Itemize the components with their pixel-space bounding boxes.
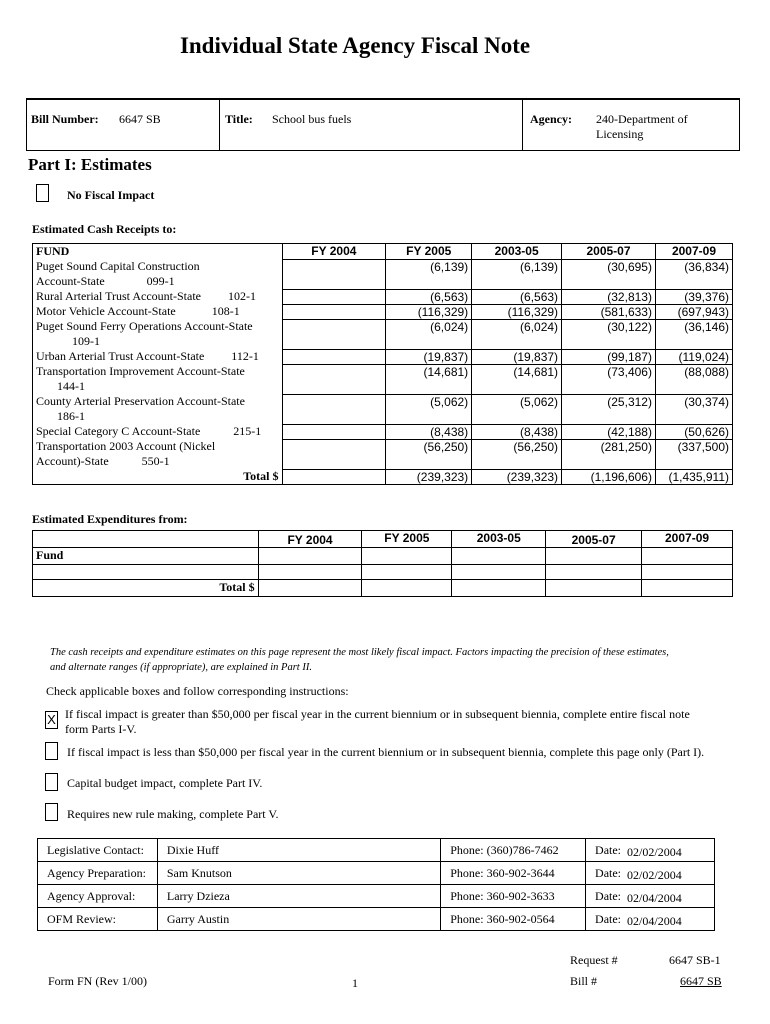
- contact-phone: Phone: 360-902-3644: [441, 862, 586, 885]
- instruction-text-capital-budget: Capital budget impact, complete Part IV.: [67, 776, 263, 790]
- fund-name: [33, 439, 283, 469]
- expend-fy2005-header: FY 2005: [362, 531, 452, 548]
- cash-value-b0709: (30,374): [655, 394, 732, 424]
- fund-name-line: Account)-State 550-1: [36, 454, 170, 468]
- contact-name: Garry Austin: [157, 908, 440, 931]
- expenditures-table: [32, 530, 733, 597]
- cash-receipt-row: [33, 319, 733, 349]
- fund-name: [33, 289, 283, 304]
- expend-fund-row: [33, 548, 733, 565]
- contact-row: [38, 839, 715, 862]
- cash-value-b0507: (42,188): [562, 424, 656, 439]
- agency-value-line: Licensing: [596, 127, 644, 141]
- cash-receipt-row: [33, 364, 733, 394]
- contact-date-label: Date:: [595, 842, 622, 857]
- part1-heading: Part I: Estimates: [28, 155, 152, 174]
- cash-value-b0507: (99,187): [562, 349, 656, 364]
- fy2004-column-header: FY 2004: [282, 244, 386, 260]
- fund-name-line: Puget Sound Ferry Operations Account-State: [36, 319, 253, 333]
- cash-value-b0305: (5,062): [472, 394, 562, 424]
- bill-number-value: 6647 SB: [119, 112, 161, 126]
- request-label: Request #: [570, 953, 618, 967]
- no-fiscal-impact-checkbox[interactable]: [36, 184, 49, 202]
- biennium-0507-column-header: 2005-07: [562, 244, 656, 260]
- cash-total-fy2005: (239,323): [386, 469, 472, 485]
- cash-value-fy2004: [282, 289, 386, 304]
- bill-label: Bill #: [570, 974, 598, 988]
- expend-cell: [258, 548, 362, 565]
- expend-cell: [452, 548, 546, 565]
- contact-date: 02/02/2004: [627, 867, 682, 882]
- contact-role: Legislative Contact:: [38, 839, 158, 862]
- cash-header-row: [33, 244, 733, 260]
- cash-value-fy2004: [282, 304, 386, 319]
- fund-name-line: Special Category C Account-State 215-1: [36, 424, 262, 438]
- cash-value-fy2004: [282, 424, 386, 439]
- cash-value-b0709: (36,146): [655, 319, 732, 349]
- cash-value-b0507: (32,813): [562, 289, 656, 304]
- fund-name: [33, 349, 283, 364]
- agency-cell: [522, 100, 738, 150]
- cash-value-fy2005: (6,563): [386, 289, 472, 304]
- biennium-0305-column-header: 2003-05: [472, 244, 562, 260]
- fund-name-line: Rural Arterial Trust Account-State 102-1: [36, 289, 256, 303]
- fund-name-line: Urban Arterial Trust Account-State 112-1: [36, 349, 259, 363]
- request-value: 6647 SB-1: [669, 953, 721, 967]
- cash-value-fy2004: [282, 439, 386, 469]
- cash-receipts-body: [33, 259, 733, 469]
- fund-name: [33, 259, 283, 289]
- cash-receipts-table: [32, 243, 733, 485]
- cash-value-b0709: (697,943): [655, 304, 732, 319]
- biennium-0709-column-header: 2007-09: [655, 244, 732, 260]
- bill-number-cell: [27, 100, 220, 150]
- fund-name: [33, 394, 283, 424]
- expend-row: [33, 565, 733, 580]
- fund-name-line: Account-State 099-1: [36, 274, 175, 288]
- expend-cell: [642, 580, 733, 597]
- expend-cell: [33, 565, 259, 580]
- instruction-checkbox-rule-making[interactable]: [45, 803, 58, 821]
- title-label: Title:: [225, 112, 253, 126]
- contact-role: Agency Approval:: [38, 885, 158, 908]
- cash-value-b0709: (337,500): [655, 439, 732, 469]
- cash-value-b0305: (6,563): [472, 289, 562, 304]
- cash-value-b0709: (36,834): [655, 259, 732, 289]
- estimates-note: [50, 645, 740, 675]
- cash-value-fy2005: (6,024): [386, 319, 472, 349]
- agency-label: Agency:: [530, 112, 572, 126]
- cash-value-fy2005: (8,438): [386, 424, 472, 439]
- cash-value-b0709: (50,626): [655, 424, 732, 439]
- form-number: Form FN (Rev 1/00): [48, 974, 147, 988]
- expend-header-row: [33, 531, 733, 548]
- expend-cell: [258, 565, 362, 580]
- expend-cell: [362, 565, 452, 580]
- contact-row: [38, 862, 715, 885]
- expend-cell: [362, 580, 452, 597]
- contacts-table: [37, 838, 715, 931]
- cash-value-b0507: (25,312): [562, 394, 656, 424]
- cash-value-b0507: (73,406): [562, 364, 656, 394]
- instruction-text-full-note: [65, 707, 690, 737]
- cash-total-0305: (239,323): [472, 469, 562, 485]
- contact-name: Larry Dzieza: [157, 885, 440, 908]
- expenditures-heading: Estimated Expenditures from:: [32, 512, 188, 526]
- fund-name-line: Transportation Improvement Account-State: [36, 364, 245, 378]
- cash-receipt-row: [33, 259, 733, 289]
- expend-fy2004-header: FY 2004: [258, 531, 362, 548]
- fund-name: [33, 304, 283, 319]
- cash-value-b0305: (19,837): [472, 349, 562, 364]
- bill-header-box: [26, 98, 740, 151]
- cash-value-fy2005: (14,681): [386, 364, 472, 394]
- contact-date: 02/04/2004: [627, 913, 682, 928]
- fund-name-line: Motor Vehicle Account-State 108-1: [36, 304, 240, 318]
- fund-column-header: FUND: [33, 244, 283, 260]
- bill-number-label: Bill Number:: [31, 112, 99, 126]
- instruction-line: If fiscal impact is greater than $50,000 per fiscal year in the current biennium or in subsequent biennia, complete entire fiscal note: [65, 707, 690, 721]
- cash-receipt-row: [33, 304, 733, 319]
- page-number: 1: [352, 976, 358, 990]
- title-cell: [219, 100, 523, 150]
- cash-value-b0709: (119,024): [655, 349, 732, 364]
- cash-receipt-row: [33, 289, 733, 304]
- contact-name: Sam Knutson: [157, 862, 440, 885]
- expend-cell: [546, 580, 642, 597]
- cash-receipt-row: [33, 349, 733, 364]
- page-title: Individual State Agency Fiscal Note: [179, 33, 531, 58]
- fund-name: [33, 364, 283, 394]
- expend-total-row: [33, 580, 733, 597]
- instruction-checkbox-capital-budget[interactable]: [45, 773, 58, 791]
- cash-total-0709: (1,435,911): [655, 469, 732, 485]
- contact-role: Agency Preparation:: [38, 862, 158, 885]
- expend-cell: [362, 548, 452, 565]
- cash-total-row: [33, 469, 733, 485]
- instruction-checkbox-part1-only[interactable]: [45, 742, 58, 760]
- fy2005-column-header: FY 2005: [386, 244, 472, 260]
- expend-fund-label: Fund: [33, 548, 259, 565]
- instruction-line: form Parts I-V.: [65, 722, 137, 736]
- cash-total-fy2004: [282, 469, 386, 485]
- bill-value: 6647 SB: [680, 974, 722, 988]
- cash-receipt-row: [33, 439, 733, 469]
- expend-blank-cell: [33, 531, 259, 548]
- cash-value-fy2004: [282, 319, 386, 349]
- contact-phone: Phone: (360)786-7462: [441, 839, 586, 862]
- cash-receipts-heading: Estimated Cash Receipts to:: [32, 222, 177, 236]
- cash-value-fy2005: (6,139): [386, 259, 472, 289]
- cash-value-b0305: (6,139): [472, 259, 562, 289]
- title-value: School bus fuels: [272, 112, 352, 126]
- cash-total-label: Total $: [33, 469, 283, 485]
- expend-cell: [642, 565, 733, 580]
- contact-date-cell: [586, 885, 715, 908]
- expend-cell: [546, 565, 642, 580]
- expend-cell: [258, 580, 362, 597]
- cash-total-0507: (1,196,606): [562, 469, 656, 485]
- agency-value: [596, 112, 688, 142]
- fund-name-line: Puget Sound Capital Construction: [36, 259, 200, 273]
- no-fiscal-impact-label: No Fiscal Impact: [67, 188, 155, 202]
- cash-value-b0305: (56,250): [472, 439, 562, 469]
- cash-value-b0305: (14,681): [472, 364, 562, 394]
- contact-phone: Phone: 360-902-0564: [441, 908, 586, 931]
- cash-value-b0507: (30,122): [562, 319, 656, 349]
- fund-name-line: 144-1: [36, 379, 85, 393]
- contact-name: Dixie Huff: [157, 839, 440, 862]
- cash-value-b0305: (116,329): [472, 304, 562, 319]
- fund-name-line: 109-1: [36, 334, 100, 348]
- expend-0305-header: 2003-05: [452, 531, 546, 548]
- cash-value-fy2004: [282, 394, 386, 424]
- contact-date-label: Date:: [595, 911, 622, 926]
- cash-value-fy2005: (5,062): [386, 394, 472, 424]
- fund-name: [33, 319, 283, 349]
- contact-role: OFM Review:: [38, 908, 158, 931]
- instruction-text-rule-making: Requires new rule making, complete Part V.: [67, 807, 279, 821]
- contact-row: [38, 908, 715, 931]
- contact-date-cell: [586, 862, 715, 885]
- contact-date: 02/04/2004: [627, 890, 682, 905]
- expend-cell: [642, 548, 733, 565]
- cash-value-b0305: (8,438): [472, 424, 562, 439]
- expend-cell: [452, 565, 546, 580]
- fund-name-line: 186-1: [36, 409, 85, 423]
- contact-phone: Phone: 360-902-3633: [441, 885, 586, 908]
- expend-total-label: Total $: [33, 580, 259, 597]
- contact-date: 02/02/2004: [627, 844, 682, 859]
- contact-date-cell: [586, 908, 715, 931]
- cash-value-b0305: (6,024): [472, 319, 562, 349]
- fund-name-line: Transportation 2003 Account (Nickel: [36, 439, 216, 453]
- contacts-body: [38, 839, 715, 931]
- expend-0507-header: 2005-07: [546, 531, 642, 548]
- instructions-heading: Check applicable boxes and follow corresponding instructions:: [46, 684, 349, 698]
- cash-receipt-row: [33, 424, 733, 439]
- cash-value-b0507: (281,250): [562, 439, 656, 469]
- cash-value-fy2005: (116,329): [386, 304, 472, 319]
- contact-date-cell: [586, 839, 715, 862]
- instruction-checkbox-full-note[interactable]: X: [45, 711, 58, 729]
- fund-name-line: County Arterial Preservation Account-State: [36, 394, 245, 408]
- expend-cell: [546, 548, 642, 565]
- cash-value-fy2005: (19,837): [386, 349, 472, 364]
- contact-row: [38, 885, 715, 908]
- cash-value-fy2004: [282, 364, 386, 394]
- cash-value-b0507: (581,633): [562, 304, 656, 319]
- estimates-note-line: The cash receipts and expenditure estimates on this page represent the most likely fiscal impact. Factors impacting the precision of these estimates,: [50, 647, 669, 658]
- contact-date-label: Date:: [595, 865, 622, 880]
- cash-value-b0709: (39,376): [655, 289, 732, 304]
- cash-receipt-row: [33, 394, 733, 424]
- contact-date-label: Date:: [595, 888, 622, 903]
- instruction-text-part1-only: If fiscal impact is less than $50,000 per fiscal year in the current biennium or in subsequent biennia, complete this page only (Part I).: [67, 745, 705, 759]
- expend-0709-header: 2007-09: [642, 531, 733, 548]
- expend-cell: [452, 580, 546, 597]
- fund-name: [33, 424, 283, 439]
- cash-value-b0709: (88,088): [655, 364, 732, 394]
- estimates-note-line: and alternate ranges (if appropriate), are explained in Part II.: [50, 662, 312, 673]
- agency-value-line: 240-Department of: [596, 112, 688, 126]
- cash-value-fy2004: [282, 349, 386, 364]
- cash-value-fy2005: (56,250): [386, 439, 472, 469]
- cash-value-fy2004: [282, 259, 386, 289]
- cash-value-b0507: (30,695): [562, 259, 656, 289]
